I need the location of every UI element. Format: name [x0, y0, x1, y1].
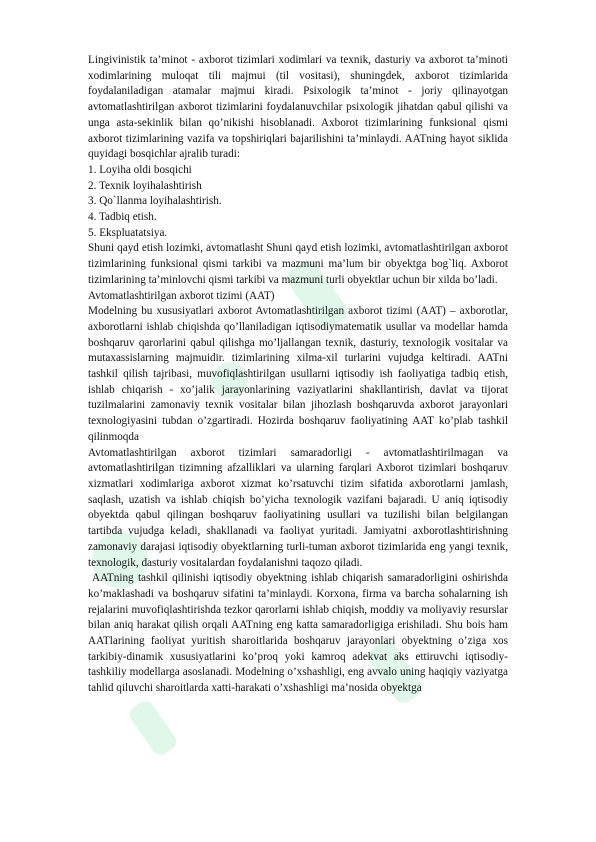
paragraph: Lingivinistik ta’minot - axborot tizimlari xodimlari va texnik, dasturiy va axborot ta’minoti xodimlarining muloqat tili majmui (til vositasi), shuningdek, axborot tizimlarida foydalaniladigan atamalar majmui kiradi. Psixologik ta’minot - joriy qilinayotgan avtomatlashtirilgan axborot tizimlarini foydalanuvchilar psixologik jihatdan qabul qilishi va unga asta-sekinlik bilan qo’nikishi hisoblanadi. Axborot tizimlarining funksional qismi axborot tizimlarining vazifa va topshiriqlari bajarilishini ta’minlaydi. AATning hayot siklida quyidagi bosqichlar ajralib turadi:: [88, 54, 508, 161]
document-body: [88, 53, 508, 697]
paragraph: Avtomatlashtirilgan axborot tizimlari samaradorligi - avtomatlashtirilmagan va avtomatlashtirilgan tizimning afzalliklari va ularning farqlari Axborot tizimlari boshqaruv xizmatlari xodimlariga axborot xizmat ko’rsatuvchi tizim sifatida axborotlarni jamlash, saqlash, uzatish va ishlab chiqish bo’yicha texnologik vazifani bajaradi. U aniq iqtisodiy obyektda qabul qilingan boshqaruv faoliyatining usullari va tuzilishi bilan belgilangan tartibda vujudga keladi, shakllanadi va faoliyat yuritadi. Jamiyatni axborotlashtirishning zamonaviy darajasi iqtisodiy obyektlarning turli-tuman axborot tizimlarida eng yangi texnik, texnologik, dasturiy vositalardan foydalanishni taqozo qiladi.: [88, 446, 508, 569]
section-heading: Avtomatlashtirilgan axborot tizimi (AAT): [88, 289, 275, 302]
paragraph: Shuni qayd etish lozimki, avtomatlasht Shuni qayd etish lozimki, avtomatlashtirilgan axborot tizimlarining funksional qismi tarkibi va mazmuni ma’lum bir obyektga bog`liq. Axborot tizimlarining ta’minlovchi qismi tarkibi va mazmuni turli obyektlar uchun bir xilda bo’ladi.: [88, 242, 508, 286]
list-item: 3. Qo`llanma loyihalashtirish.: [88, 195, 222, 208]
list-item: 1. Loyiha oldi bosqichi: [88, 163, 192, 176]
list-item: 2. Texnik loyihalashtirish: [88, 179, 202, 192]
list-item: 5. Ekspluatatsiya.: [88, 226, 168, 239]
list-item: 4. Tadbiq etish.: [88, 211, 157, 224]
paragraph: Modelning bu xususiyatlari axborot Avtomatlashtirilgan axborot tizimi (AAT) – axborotlar, axborotlarni ishlab chiqishda qo’llaniladigan iqtisodiymatematik usullar va modellar hamda boshqaruv qarorlarini qabul qilishga mo’ljallangan texnik, dasturiy, texnologik vositalar va mutaxassislarning majmuidir. tizimlarining xilma-xil turlarini vujudga keltiradi. AATni tashkil qilish tajribasi, muvofiqlashtirilgan usullarni iqtisodiy ish faoliyatiga tadbiq etish, ishlab chiqarish - xo’jalik jarayonlarining vaziyatlarini shakllantirish, davlat va tijorat tuzilmalarini zamonaviy texnik vositalar bilan jihozlash boshqaruvda axborot jarayonlari texnologiyasini tubdan o’zgartiradi. Hozirda boshqaruv faoliyatining AAT ko’plab tashkil qilinmoqda: [88, 305, 508, 443]
paragraph: AATning tashkil qilinishi iqtisodiy obyektning ishlab chiqarish samaradorligini oshirishda ko’maklashadi va boshqaruv sifatini ta’minlaydi. Korxona, firma va barcha sohalarning ish rejalarini muvofiqlashtirishda tezkor qarorlarni ishlab chiqish, moddiy va moliyaviy resurslar bilan aniq harakat qilish orqali AATning eng katta samaradorligiga erishiladi. Shu bois ham AATlarining faoliyat yuritish sharoitlarida boshqaruv jarayonlari obyektning o’ziga xos tarkibiy-dinamik xususiyatlarini ko’proq yoki kamroq adekvat aks ettiruvchi iqtisodiy-tashkiliy modellarga asoslanadi. Modelning o’xshashligi, eng avvalo uning haqiqiy vaziyatga tahlid qiluvchi sharoitlarda xatti-harakati o’xshashligi ma’nosida obyektga: [88, 572, 508, 695]
